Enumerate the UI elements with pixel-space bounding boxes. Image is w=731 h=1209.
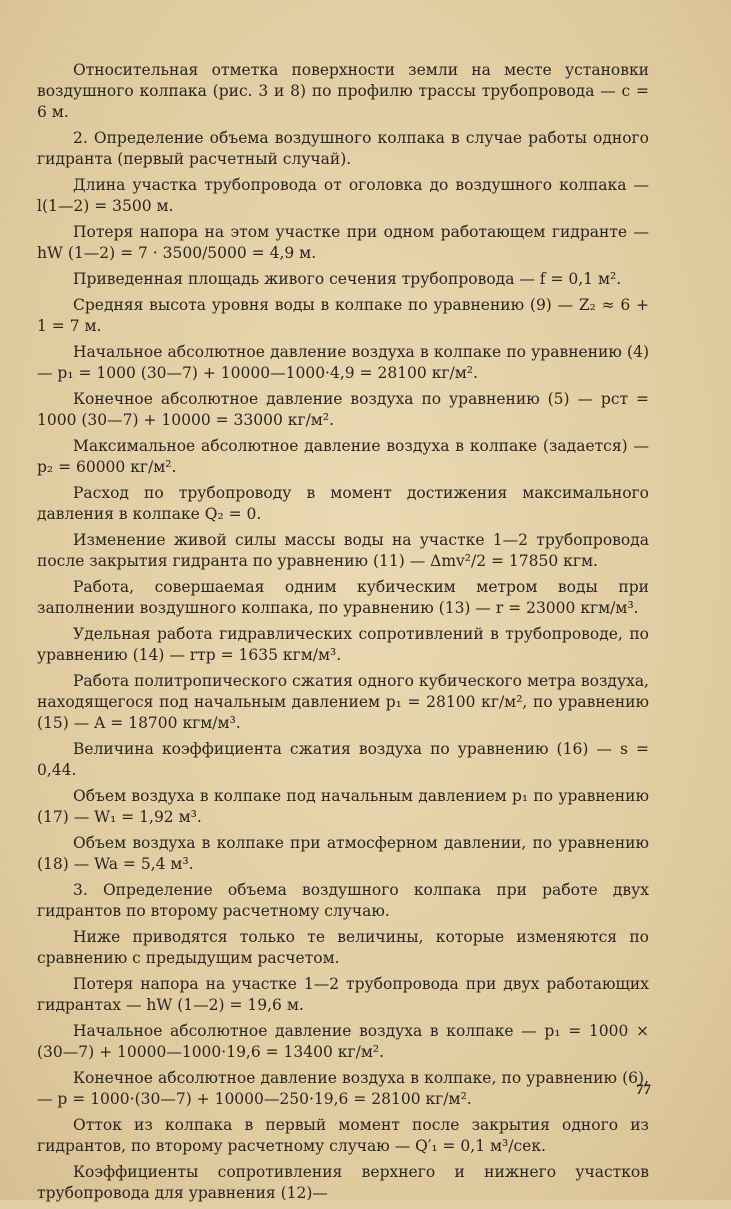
paragraph: Потеря напора на этом участке при одном работающем гидранте — hW (1—2) = 7 · 3500/5000 = 4,9 м. <box>37 223 649 262</box>
section-heading: 2. Определение объема воздушного колпака в случае работы одного гидранта (первый расчетный случай). <box>37 129 649 168</box>
page-number: 77 <box>636 1082 651 1098</box>
paragraph: Работа, совершаемая одним кубическим метром воды при заполнении воздушного колпака, по уравнению (13) — r = 23000 кгм/м³. <box>37 578 649 617</box>
paragraph: Объем воздуха в колпаке при атмосферном давлении, по уравнению (18) — Wa = 5,4 м³. <box>37 834 649 873</box>
paragraph: Начальное абсолютное давление воздуха в колпаке по уравнению (4) — p₁ = 1000 (30—7) + 10000—1000·4,9 = 28100 кг/м². <box>37 343 649 382</box>
section-heading: 3. Определение объема воздушного колпака при работе двух гидрантов по второму расчетному случаю. <box>37 881 649 920</box>
paragraph: Относительная отметка поверхности земли на месте установки воздушного колпака (рис. 3 и 8) по профилю трассы трубопровода — c = 6 м. <box>37 61 649 121</box>
paragraph: Максимальное абсолютное давление воздуха в колпаке (задается) — p₂ = 60000 кг/м². <box>37 437 649 476</box>
paragraph: Изменение живой силы массы воды на участке 1—2 трубопровода после закрытия гидранта по уравнению (11) — Δmv²/2 = 17850 кгм. <box>37 531 649 570</box>
paragraph: Величина коэффициента сжатия воздуха по уравнению (16) — s = 0,44. <box>37 740 649 779</box>
paragraph: Расход по трубопроводу в момент достижения максимального давления в колпаке Q₂ = 0. <box>37 484 649 523</box>
paragraph: Удельная работа гидравлических сопротивлений в трубопроводе, по уравнению (14) — rтр = 1635 кгм/м³. <box>37 625 649 664</box>
paragraph: Отток из колпака в первый момент после закрытия одного из гидрантов, по второму расчетному случаю — Q′₁ = 0,1 м³/сек. <box>37 1116 649 1155</box>
paragraph: Объем воздуха в колпаке под начальным давлением p₁ по уравнению (17) — W₁ = 1,92 м³. <box>37 787 649 826</box>
paragraph: Потеря напора на участке 1—2 трубопровода при двух работающих гидрантах — hW (1—2) = 19,6 м. <box>37 975 649 1014</box>
paragraph: Коэффициенты сопротивления верхнего и нижнего участков трубопровода для уравнения (12)— <box>37 1163 649 1202</box>
paragraph: Средняя высота уровня воды в колпаке по уравнению (9) — Z₂ ≈ 6 + 1 = 7 м. <box>37 296 649 335</box>
paragraph: Конечное абсолютное давление воздуха по уравнению (5) — pст = 1000 (30—7) + 10000 = 33000 кг/м². <box>37 390 649 429</box>
paragraph: Ниже приводятся только те величины, которые изменяются по сравнению с предыдущим расчетом. <box>37 928 649 967</box>
paragraph: Длина участка трубопровода от оголовка до воздушного колпака — l(1—2) = 3500 м. <box>37 176 649 215</box>
paragraph: Начальное абсолютное давление воздуха в колпаке — p₁ = 1000 × (30—7) + 10000—1000·19,6 = 13400 кг/м². <box>37 1022 649 1061</box>
body-text <box>37 60 649 1209</box>
paragraph: Приведенная площадь живого сечения трубопровода — f = 0,1 м². <box>73 270 622 288</box>
paragraph: Работа политропического сжатия одного кубического метра воздуха, находящегося под начальным давлением p₁ = 28100 кг/м², по уравнению (15) — A = 18700 кгм/м³. <box>37 672 649 732</box>
paragraph: Конечное абсолютное давление воздуха в колпаке, по уравнению (6), — p = 1000·(30—7) + 10000—250·19,6 = 28100 кг/м². <box>37 1069 649 1108</box>
